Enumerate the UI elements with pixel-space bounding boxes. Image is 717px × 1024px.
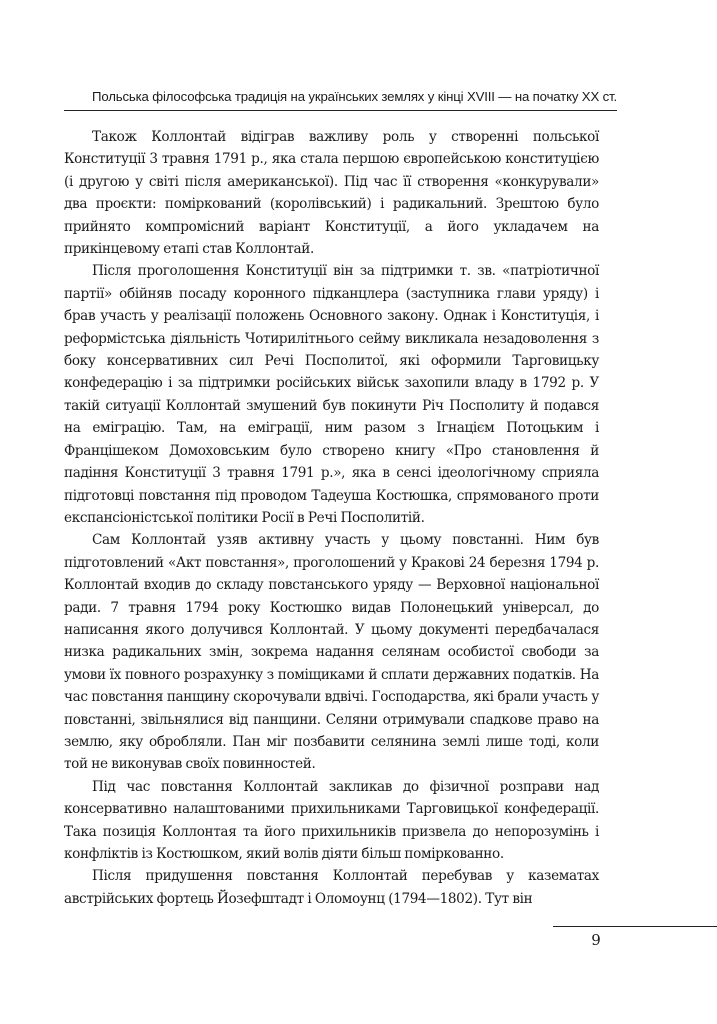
running-title: Польська філософська традиція на українських землях у кінці XVIII — на початку XX ст.: [91, 89, 617, 104]
page-number: 9: [591, 931, 601, 949]
footer-rule: [553, 926, 717, 927]
paragraph-imprisonment: Після придушення повстання Коллонтай перебував у казематах австрійських фортець Йозефштадт і Оломоунц (1794—1802). Тут він: [64, 868, 599, 907]
paragraph-constitution: Також Коллонтай відіграв важливу роль у створенні польської Конституції 3 травня 1791 р., яка стала першою європейською конституцією (і другою у світі після американської). Під час її створення «конкурували» два проєкти: поміркований (королівський) і радикальний. Зрештою було прийнято компромісний варіант Конституції, а його укладачем на прикінцевому етапі став Коллонтай.: [64, 129, 599, 258]
body-text: [64, 126, 599, 910]
paragraph-conflict: Під час повстання Коллонтай закликав до фізичної розправи над консервативно налаштованими прихильниками Тарговицької конфедерації. Така позиція Коллонтая та його прихильників призвела до непорозумінь і конфліктів із Костюшком, який волів діяти більш поміркованно.: [64, 778, 599, 862]
paragraph-vice-chancellor: Після проголошення Конституції він за підтримки т. зв. «патріотичної партії» обійняв посаду коронного підканцлера (заступника глави уряду) і брав участь у реалізації положень Основного закону. Однак і Конституція, і реформістська діяльність Чотирилітнього сейму викликала незадоволення з боку консервативних сил Речі Посполитої, які оформили Тарговицьку конфедерацію і за підтримки російських військ захопили владу в 1792 р. У такій ситуації Коллонтай змушений був покинути Річ Посполиту й подався на еміграцію. Там, на еміграції, ним разом з Ігнацієм Потоцьким і Францішеком Домоховським було створено книгу «Про становлення й падіння Конституції 3 травня 1791 р.», яка в сенсі ідеологічному сприяла підготовці повстання під проводом Тадеуша Костюшка, спрямованого проти експансіоністської політики Росії в Речі Посполитій.: [64, 263, 599, 526]
running-header: [64, 88, 617, 111]
paragraph-uprising: Сам Коллонтай узяв активну участь у цьому повстанні. Ним був підготовлений «Акт повстання», проголошений у Кракові 24 березня 1794 р. Коллонтай входив до складу повстанського уряду — Верховної національної ради. 7 травня 1794 року Костюшко видав Полонецький універсал, до написання якого долучився Коллонтай. У цьому документі передбачалася низка радикальних змін, зокрема надання селянам особистої свободи за умови їх повного розрахунку з поміщиками й сплати державних податків. На час повстання панщину скорочували вдвічі. Господарства, які брали участь у повстанні, звільнялися від панщини. Селяни отримували спадкове право на землю, яку обробляли. Пан міг позбавити селянина землі лише тоді, коли той не виконував своїх повинностей.: [64, 532, 599, 773]
